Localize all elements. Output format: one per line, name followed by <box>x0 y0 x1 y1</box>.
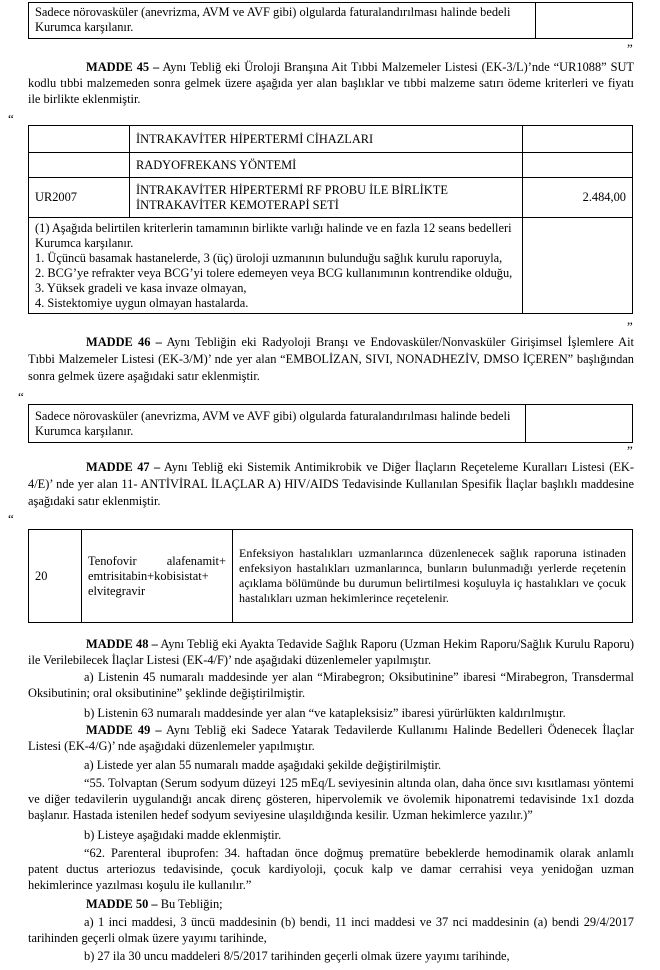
madde-50-paragraph <box>28 896 634 912</box>
madde-49-heading: MADDE 49 – <box>86 723 162 737</box>
open-quote: “ <box>8 111 14 126</box>
madde-45-text: Aynı Tebliğ eki Üroloji Branşına Ait Tıbbi Malzemeler Listesi (EK-3/L)’nde “UR1088” SUT kodlu tıbbi malzemeden sonra gelmek üzere aşağıda yer alan başlıklar ve tıbbi malzeme satırı ödeme kriterleri ve fiyatı ile birlikte eklenmiştir. <box>28 60 634 107</box>
madde-50-heading: MADDE 50 – <box>86 897 158 911</box>
open-quote: “ <box>8 511 14 526</box>
empty-cell <box>523 126 633 153</box>
table-madde-47 <box>28 529 633 623</box>
madde-50-item-a: a) 1 inci maddesi, 3 üncü maddesinin (b) bendi, 11 inci maddesi ve 37 nci maddesinin (a) bendi 29/4/2017 tarihinden geçerli olmak üzere yayımı tarihinde, <box>28 915 634 946</box>
price-cell: 2.484,00 <box>523 178 633 218</box>
drug-name-cell: Tenofovir alafenamit+ emtrisitabin+kobisistat+ elvitegravir <box>82 530 233 623</box>
criteria-line: (1) Aşağıda belirtilen kriterlerin tamamının birlikte varlığı halinde ve en fazla 12 seans bedelleri Kurumca karşılanır. <box>35 221 512 250</box>
row-number-cell: 20 <box>29 530 82 623</box>
close-quote: ” <box>627 319 633 334</box>
close-quote: ” <box>627 443 633 458</box>
criteria-line: 3. Yüksek gradeli ve kasa invaze olmayan, <box>35 281 247 295</box>
madde-49-quote-62: “62. Parenteral ibuprofen: 34. haftadan önce doğmuş prematüre bebeklerde hemodinamik olarak anlamlı patent ductus arteriozus tedavisinde, çocuk kardiyoloji, çocuk kalp ve damar cerrahisi veya yenidoğan uzman hekimlerince yazılması koşulu ile kullanılır.” <box>28 846 634 893</box>
table-header-hipertermi: İNTRAKAVİTER HİPERTERMİ CİHAZLARI <box>130 126 523 153</box>
open-quote: “ <box>18 389 24 404</box>
madde-48-item-a: a) Listenin 45 numaralı maddesinde yer alan “Mirabegron; Oksibutinine” ibaresi “Mirabegron, Transdermal Oksibutinin; oral oksibutinine” şeklinde değiştirilmiştir. <box>28 670 634 701</box>
empty-cell <box>536 3 633 39</box>
item-name-cell: İNTRAKAVİTER HİPERTERMİ RF PROBU İLE BİRLİKTE İNTRAKAVİTER KEMOTERAPİ SETİ <box>130 178 523 218</box>
madde-49-paragraph <box>28 722 634 754</box>
madde-47-paragraph <box>28 459 634 510</box>
criteria-line: 1. Üçüncü basamak hastanelerde, 3 (üç) üroloji uzmanının bulunduğu sağlık kurulu raporuyla, <box>35 251 503 265</box>
table-header-radyofrekans: RADYOFREKANS YÖNTEMİ <box>130 153 523 178</box>
empty-cell <box>523 218 633 314</box>
madde-48-text: Aynı Tebliğ eki Ayakta Tedavide Sağlık Raporu (Uzman Hekim Raporu/Sağlık Kurulu Raporu) ile Verilebilecek İlaçlar Listesi (EK-4/F)’ nde aşağıdaki düzenlemeler yapılmıştır. <box>28 637 634 668</box>
empty-cell <box>29 126 130 153</box>
kurum-note-table-1 <box>28 2 633 39</box>
madde-48-heading: MADDE 48 – <box>86 637 158 651</box>
empty-cell <box>29 153 130 178</box>
kurum-note-cell: Sadece nörovasküler (anevrizma, AVM ve AVF gibi) olgularda faturalandırılması halinde bedeli Kurumca karşılanır. <box>29 3 536 39</box>
madde-45-paragraph <box>28 59 634 108</box>
madde-50-item-b: b) 27 ila 30 uncu maddeleri 8/5/2017 tarihinden geçerli olmak üzere yayımı tarihinde, <box>84 949 510 963</box>
criteria-cell <box>29 218 523 314</box>
empty-cell <box>523 153 633 178</box>
close-quote: ” <box>627 41 633 56</box>
madde-46-heading: MADDE 46 – <box>86 335 162 349</box>
madde-46-paragraph <box>28 334 634 385</box>
sut-code-cell: UR2007 <box>29 178 130 218</box>
empty-cell <box>526 405 633 443</box>
madde-50-text: Bu Tebliğin; <box>157 897 223 911</box>
kurum-note-cell: Sadece nörovasküler (anevrizma, AVM ve AVF gibi) olgularda faturalandırılması halinde bedeli Kurumca karşılanır. <box>29 405 526 443</box>
madde-46-text: Aynı Tebliğin eki Radyoloji Branşı ve Endovasküler/Nonvasküler Girişimsel İşlemlere Ait Tıbbi Malzemeler Listesi (EK-3/M)’ nde yer alan “EMBOLİZAN, SIVI, NONADHEZİV, DMSO İÇEREN” başlığından sonra gelmek üzere aşağıdaki satır eklenmiştir. <box>28 335 635 383</box>
madde-47-heading: MADDE 47 – <box>86 460 161 474</box>
madde-47-text: Aynı Tebliğ eki Sistemik Antimikrobik ve Diğer İlaçların Reçeteleme Kuralları Listesi (EK-4/E)’ nde yer alan 11- ANTİVİRAL İLAÇLAR A) HIV/AIDS Tedavisinde Kullanılan Spesifik İlaçlar başlıklı maddesine aşağıdaki satır eklenmiştir. <box>28 460 634 508</box>
madde-49-item-b: b) Listeye aşağıdaki madde eklenmiştir. <box>84 828 282 842</box>
criteria-line: 2. BCG’ye refrakter veya BCG’yi tolere edemeyen veya BCG kullanımının kontrendike olduğu, <box>35 266 513 280</box>
madde-49-quote-55: “55. Tolvaptan (Serum sodyum düzeyi 125 mEq/L seviyesinin altında olan, daha önce sıvı kısıtlaması yöntemi ve diğer tedavilerin uygulandığı ancak direnç gösteren, hipervolemik ve övolemik hiponatremi tedavisinde 1x1 dozda başlanır. Hastada istenilen hedef sodyum seviyesine ulaşıldığında kesilir. Uzman hekimlerce yazılır.)” <box>28 776 634 823</box>
madde-48-item-b: b) Listenin 63 numaralı maddesinde yer alan “ve katapleksisiz” ibaresi yürürlükten kaldırılmıştır. <box>84 706 566 720</box>
madde-45-heading: MADDE 45 – <box>86 60 160 74</box>
madde-49-item-a: a) Listede yer alan 55 numaralı madde aşağıdaki şekilde değiştirilmiştir. <box>84 758 442 772</box>
kurum-note-table-2 <box>28 404 633 443</box>
criteria-line: 4. Sistektomiye uygun olmayan hastalarda. <box>35 296 249 310</box>
madde-48-paragraph <box>28 636 634 668</box>
table-madde-45 <box>28 125 633 314</box>
madde-49-text: Aynı Tebliğ eki Sadece Yatarak Tedavilerde Kullanımı Halinde Bedelleri Ödenecek İlaçlar Listesi (EK-4/G)’ nde aşağıdaki düzenlemeler yapılmıştır. <box>28 723 634 754</box>
prescription-rule-cell: Enfeksiyon hastalıkları uzmanlarınca düzenlenecek sağlık raporuna istinaden enfeksiyon hastalıkları uzmanlarınca, bunların bulunmadığı yerlerde reçetenin açıklama bölümünde bu durumun belirtilmesi koşuluyla iç hastalıkları ve çocuk hastalıkları uzman hekimlerince reçetelenir. <box>233 530 633 623</box>
